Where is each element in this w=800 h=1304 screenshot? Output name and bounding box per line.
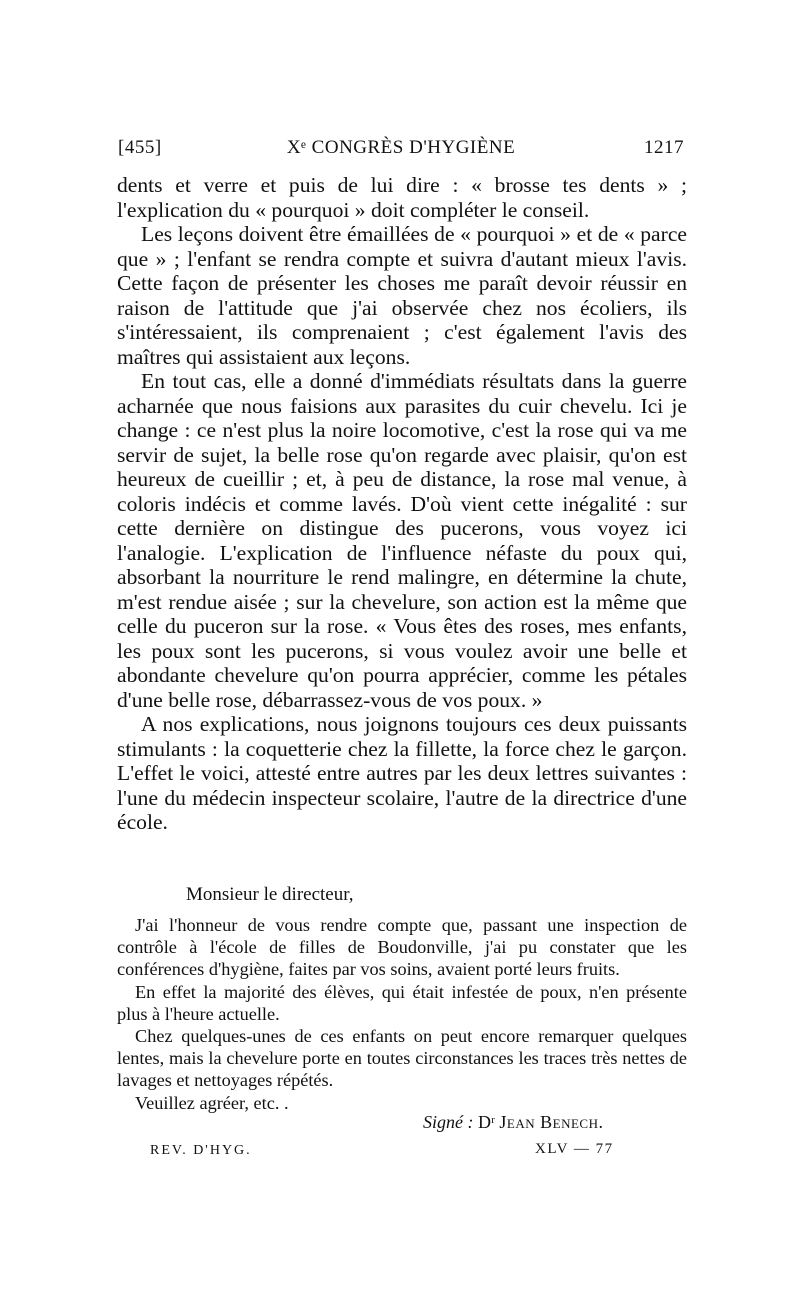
paragraph: En tout cas, elle a donné d'immédiats résultats dans la guerre acharnée que nous faisions aux parasites du cuir chevelu. Ici je change : ce n'est plus la noire locomotive, c'est la rose qui va me servir de sujet, la belle rose qu'on regarde avec plaisir, qu'on est heureux de cueillir ; et, à peu de distance, la rose mal venue, à coloris indécis et comme lavés. D'où vient cette inégalité : sur cette dernière on distingue des pucerons, vous voyez ici l'analogie. L'explication de l'influence néfaste du poux qui, absorbant la nourriture le rend malingre, en détermine la chute, m'est rendue aisée ; sur la chevelure, son action est la même que celle du puceron sur la rose. « Vous êtes des roses, mes enfants, les poux sont les pucerons, si vous voulez avoir une belle et abondante chevelure qu'on pourra apprécier, comme les pétales d'une belle rose, débarrassez-vous de vos poux. »: [117, 369, 687, 712]
paragraph: A nos explications, nous joignons toujours ces deux puissants stimulants : la coquetterie chez la fillette, la force chez le garçon. L'effet le voici, attesté entre autres par les deux lettres suivantes : l'une du médecin inspecteur scolaire, l'autre de la directrice d'une école.: [117, 712, 687, 834]
main-text: [117, 173, 687, 835]
signer-name: Jean Benech.: [499, 1112, 604, 1132]
signed-label: Signé :: [423, 1112, 474, 1132]
paragraph: dents et verre et puis de lui dire : « brosse tes dents » ; l'explication du « pourquoi » doit compléter le conseil.: [117, 173, 687, 222]
page-reference: [455]: [118, 137, 162, 158]
page-number: 1217: [644, 137, 684, 158]
letter-body: [117, 914, 687, 1114]
letter-paragraph: J'ai l'honneur de vous rendre compte que, passant une inspection de contrôle à l'école de filles de Boudonville, j'ai pu constater que les conférences d'hygiène, faites par vos soins, avaient porté leurs fruits.: [117, 915, 687, 980]
running-title: Xᵉ CONGRÈS D'HYGIÈNE: [286, 137, 516, 158]
letter-salutation: Monsieur le directeur,: [186, 884, 354, 905]
paragraph: Les leçons doivent être émaillées de « pourquoi » et de « parce que » ; l'enfant se rendra compte et suivra d'autant mieux l'avis. Cette façon de présenter les choses me paraît devoir réussir en raison de l'attitude que j'ai observée chez nos écoliers, ils s'intéressaient, ils comprenaient ; c'est également l'avis des maîtres qui assistaient aux leçons.: [117, 222, 687, 369]
letter-signature: [423, 1112, 603, 1133]
letter-paragraph: Chez quelques-unes de ces enfants on peut encore remarquer quelques lentes, mais la chevelure porte en toutes circonstances les traces très nettes de lavages et nettoyages répétés.: [117, 1026, 687, 1091]
volume-signature: XLV — 77: [535, 1141, 614, 1157]
running-header: [118, 137, 684, 165]
signer-title: Dʳ: [477, 1112, 495, 1132]
journal-signature: REV. D'HYG.: [150, 1143, 252, 1158]
letter-closing: Veuillez agréer, etc. .: [135, 1092, 289, 1113]
letter-paragraph: En effet la majorité des élèves, qui était infestée de poux, n'en présente plus à l'heure actuelle.: [117, 981, 687, 1024]
